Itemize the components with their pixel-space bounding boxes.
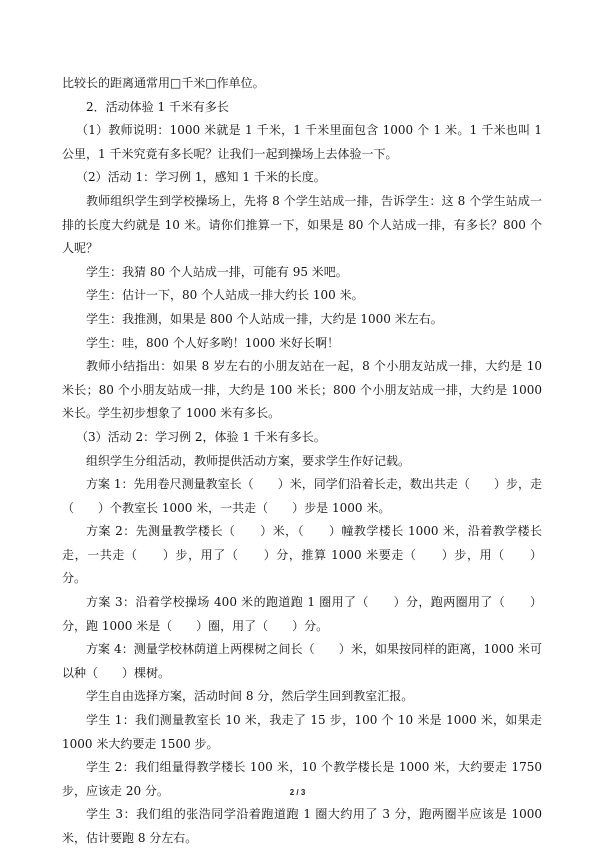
paragraph: 组织学生分组活动，教师提供活动方案，要求学生作好记载。 xyxy=(86,453,411,468)
document-body xyxy=(62,72,542,851)
paragraph: 教师组织学生到学校操场上，先将 8 个学生站成一排，告诉学生：这 8 个学生站成一排的长度大约就是 10 米。请你们推算一下，如果是 80 个人站成一排，有多长？800 个人呢？ xyxy=(62,193,542,256)
paragraph: 学生 2：我们组量得教学楼长 100 米，10 个教学楼长是 1000 米，大约要走 1750 步，应该走 20 分。 xyxy=(62,760,542,798)
paragraph: 比较长的距离通常用□千米□作单位。 xyxy=(62,76,265,90)
paragraph: 学生 1：我们测量教室长 10 米，我走了 15 步，100 个 10 米是 1000 米，如果走 1000 米大约要走 1500 步。 xyxy=(62,713,542,751)
paragraph: （3）活动 2：学习例 2，体验 1 千米有多长。 xyxy=(76,429,326,444)
paragraph: 方案 2：先测量教学楼长（ ）米，（ ）幢教学楼长 1000 米，沿着教学楼长走，一共走（ ）步，用了（ ）分，推算 1000 米要走（ ）步，用（ ）分。 xyxy=(62,524,542,586)
paragraph: 学生：估计一下，80 个人站成一排大约长 100 米。 xyxy=(86,288,364,303)
paragraph: 方案 1：先用卷尺测量教室长（ ）米，同学们沿着长走，数出共走（ ）步，走（ ）个教室长 1000 米，一共走（ ）步是 1000 米。 xyxy=(62,477,542,515)
paragraph: 学生：我猜 80 个人站成一排，可能有 95 米吧。 xyxy=(86,264,348,279)
paragraph: 方案 3：沿着学校操场 400 米的跑道跑 1 圈用了（ ）分，跑两圈用了（ ）分，跑 1000 米是（ ）圈，用了（ ）分。 xyxy=(62,595,542,633)
paragraph: 方案 4：测量学校林荫道上两棵树之间长（ ）米，如果按同样的距离，1000 米可以种（ ）棵树。 xyxy=(62,642,542,680)
paragraph: （2）活动 1：学习例 1，感知 1 千米的长度。 xyxy=(76,170,326,185)
page-number: 2 / 3 xyxy=(289,788,306,797)
paragraph: 教师小结指出：如果 8 岁左右的小朋友站在一起，8 个小朋友站成一排，大约是 10 米长；80 个小朋友站成一排，大约是 100 米长；800 个小朋友站成一排，大约是 1000 米长。学生初步想象了 1000 米有多长。 xyxy=(62,359,542,421)
paragraph: 学生 3：我们组的张浩同学沿着跑道跑 1 圈大约用了 3 分，跑两圈半应该是 1000 米，估计要跑 8 分左右。 xyxy=(62,807,542,845)
paragraph: （1）教师说明：1000 米就是 1 千米，1 千米里面包含 1000 个 1 米。1 千米也叫 1 公里，1 千米究竟有多长呢？让我们一起到操场上去体验一下。 xyxy=(62,123,542,161)
paragraph: 学生：哇，800 个人好多哟！1000 米好长啊！ xyxy=(86,335,340,350)
paragraph: 学生：我推测，如果是 800 个人站成一排，大约是 1000 米左右。 xyxy=(86,311,443,326)
section-heading: 2．活动体验 1 千米有多长 xyxy=(86,99,229,114)
paragraph: 学生自由选择方案，活动时间 8 分，然后学生回到教室汇报。 xyxy=(86,689,414,704)
